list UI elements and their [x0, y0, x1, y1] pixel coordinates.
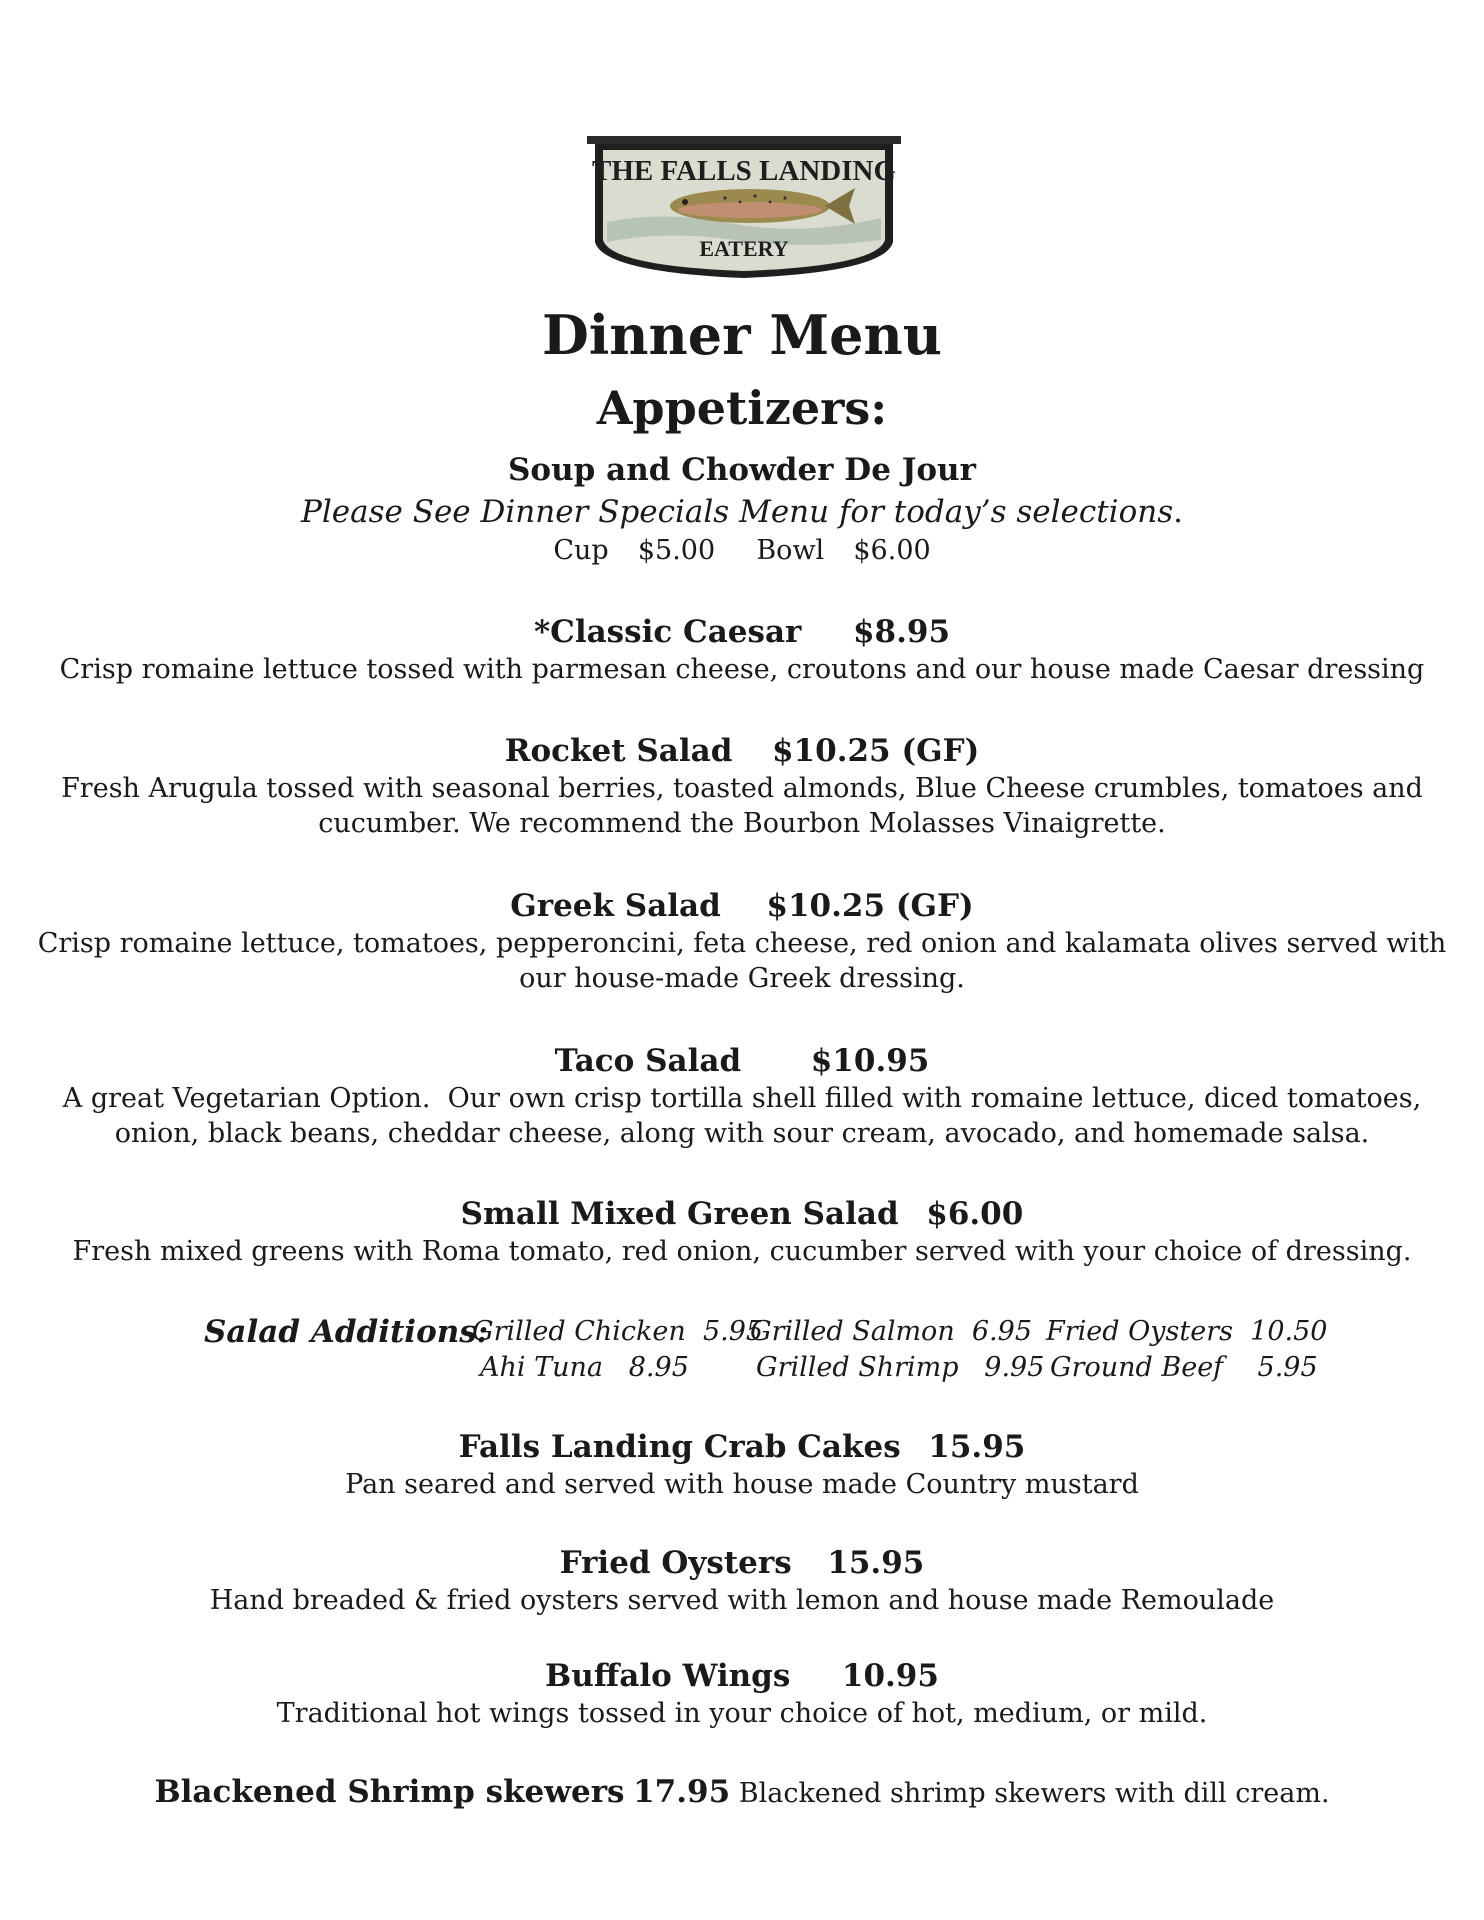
soup-note-text: Please See Dinner Specials Menu for today’s selections: [301, 494, 1174, 530]
item-name: Taco Salad: [554, 1043, 742, 1079]
item-name: Greek Salad: [510, 888, 721, 924]
item-price: 15.95: [827, 1545, 925, 1581]
trout-fish-icon: [585, 132, 903, 282]
salad-additions: [0, 1312, 1484, 1392]
item-description: Fresh Arugula tossed with seasonal berries, toasted almonds, Blue Cheese crumbles, tomatoes and: [61, 773, 1423, 804]
section-heading: Appetizers:: [596, 381, 888, 435]
soup-note-period: .: [1173, 494, 1183, 530]
item-description: onion, black beans, cheddar cheese, along with sour cream, avocado, and homemade salsa.: [114, 1118, 1370, 1149]
addition-option: Grilled Shrimp 9.95: [756, 1352, 1045, 1383]
addition-option: Grilled Chicken 5.95: [472, 1316, 764, 1347]
menu-item-greek-salad: [0, 886, 1484, 996]
soup-title: Soup and Chowder De Jour: [508, 452, 976, 488]
cup-price: $5.00: [637, 535, 716, 566]
item-name: Small Mixed Green Salad: [460, 1196, 899, 1232]
item-price: $10.95: [810, 1043, 930, 1079]
item-name: Fried Oysters: [559, 1545, 792, 1581]
item-description: Fresh mixed greens with Roma tomato, red onion, cucumber served with your choice of dressing.: [72, 1236, 1412, 1267]
item-name: Rocket Salad: [504, 733, 733, 769]
menu-item-rocket-salad: [0, 731, 1484, 841]
bowl-label: Bowl: [756, 535, 825, 566]
item-price: $6.00: [926, 1196, 1024, 1232]
menu-item-crab-cakes: [0, 1427, 1484, 1502]
item-price: 17.95: [633, 1774, 731, 1810]
item-name: Falls Landing Crab Cakes: [458, 1429, 901, 1465]
item-name: Buffalo Wings: [545, 1658, 791, 1694]
menu-item-buffalo-wings: [0, 1656, 1484, 1731]
item-description: our house-made Greek dressing.: [519, 963, 965, 994]
item-description: Blackened shrimp skewers with dill cream.: [738, 1778, 1330, 1809]
item-price: 15.95: [928, 1429, 1026, 1465]
item-price: $8.95: [852, 614, 951, 650]
menu-item-mixed-green-salad: [0, 1194, 1484, 1269]
salad-additions-label: Salad Additions:: [204, 1314, 489, 1350]
item-description: A great Vegetarian Option. Our own crisp tortilla shell filled with romaine lettuce, diced tomatoes,: [62, 1083, 1422, 1114]
menu-item-blackened-shrimp: [0, 1772, 1484, 1814]
addition-option: Ahi Tuna 8.95: [480, 1352, 689, 1383]
soup-note: [0, 492, 1484, 532]
bowl-price: $6.00: [853, 535, 931, 566]
restaurant-logo: [585, 132, 903, 282]
page-title: Dinner Menu: [541, 303, 943, 367]
item-tag: (GF): [895, 888, 974, 924]
item-name: *Classic Caesar: [533, 614, 802, 650]
addition-option: Grilled Salmon 6.95: [750, 1316, 1032, 1347]
item-description: Pan seared and served with house made Country mustard: [345, 1469, 1139, 1500]
item-tag: (GF): [901, 733, 980, 769]
item-price: $10.25: [771, 733, 891, 769]
item-description: Hand breaded & fried oysters served with lemon and house made Remoulade: [209, 1585, 1275, 1616]
item-description: Crisp romaine lettuce tossed with parmesan cheese, croutons and our house made Caesar dressing: [59, 654, 1425, 685]
cup-label: Cup: [553, 535, 609, 566]
menu-item-caesar: [0, 612, 1484, 687]
item-name: Blackened Shrimp skewers: [154, 1774, 625, 1810]
item-description: Crisp romaine lettuce, tomatoes, pepperoncini, feta cheese, red onion and kalamata olives served with: [37, 928, 1447, 959]
addition-option: Fried Oysters 10.50: [1046, 1316, 1328, 1347]
menu-item-taco-salad: [0, 1041, 1484, 1151]
addition-option: Ground Beef 5.95: [1050, 1352, 1318, 1383]
svg-text:THE FALLS LANDING: THE FALLS LANDING: [591, 155, 897, 187]
menu-item-fried-oysters: [0, 1543, 1484, 1618]
svg-text:EATERY: EATERY: [699, 236, 789, 261]
soup-prices: [0, 533, 1484, 569]
item-price: $10.25: [766, 888, 886, 924]
item-price: 10.95: [841, 1658, 939, 1694]
item-description: cucumber. We recommend the Bourbon Molasses Vinaigrette.: [318, 808, 1166, 839]
item-description: Traditional hot wings tossed in your choice of hot, medium, or mild.: [276, 1698, 1208, 1729]
